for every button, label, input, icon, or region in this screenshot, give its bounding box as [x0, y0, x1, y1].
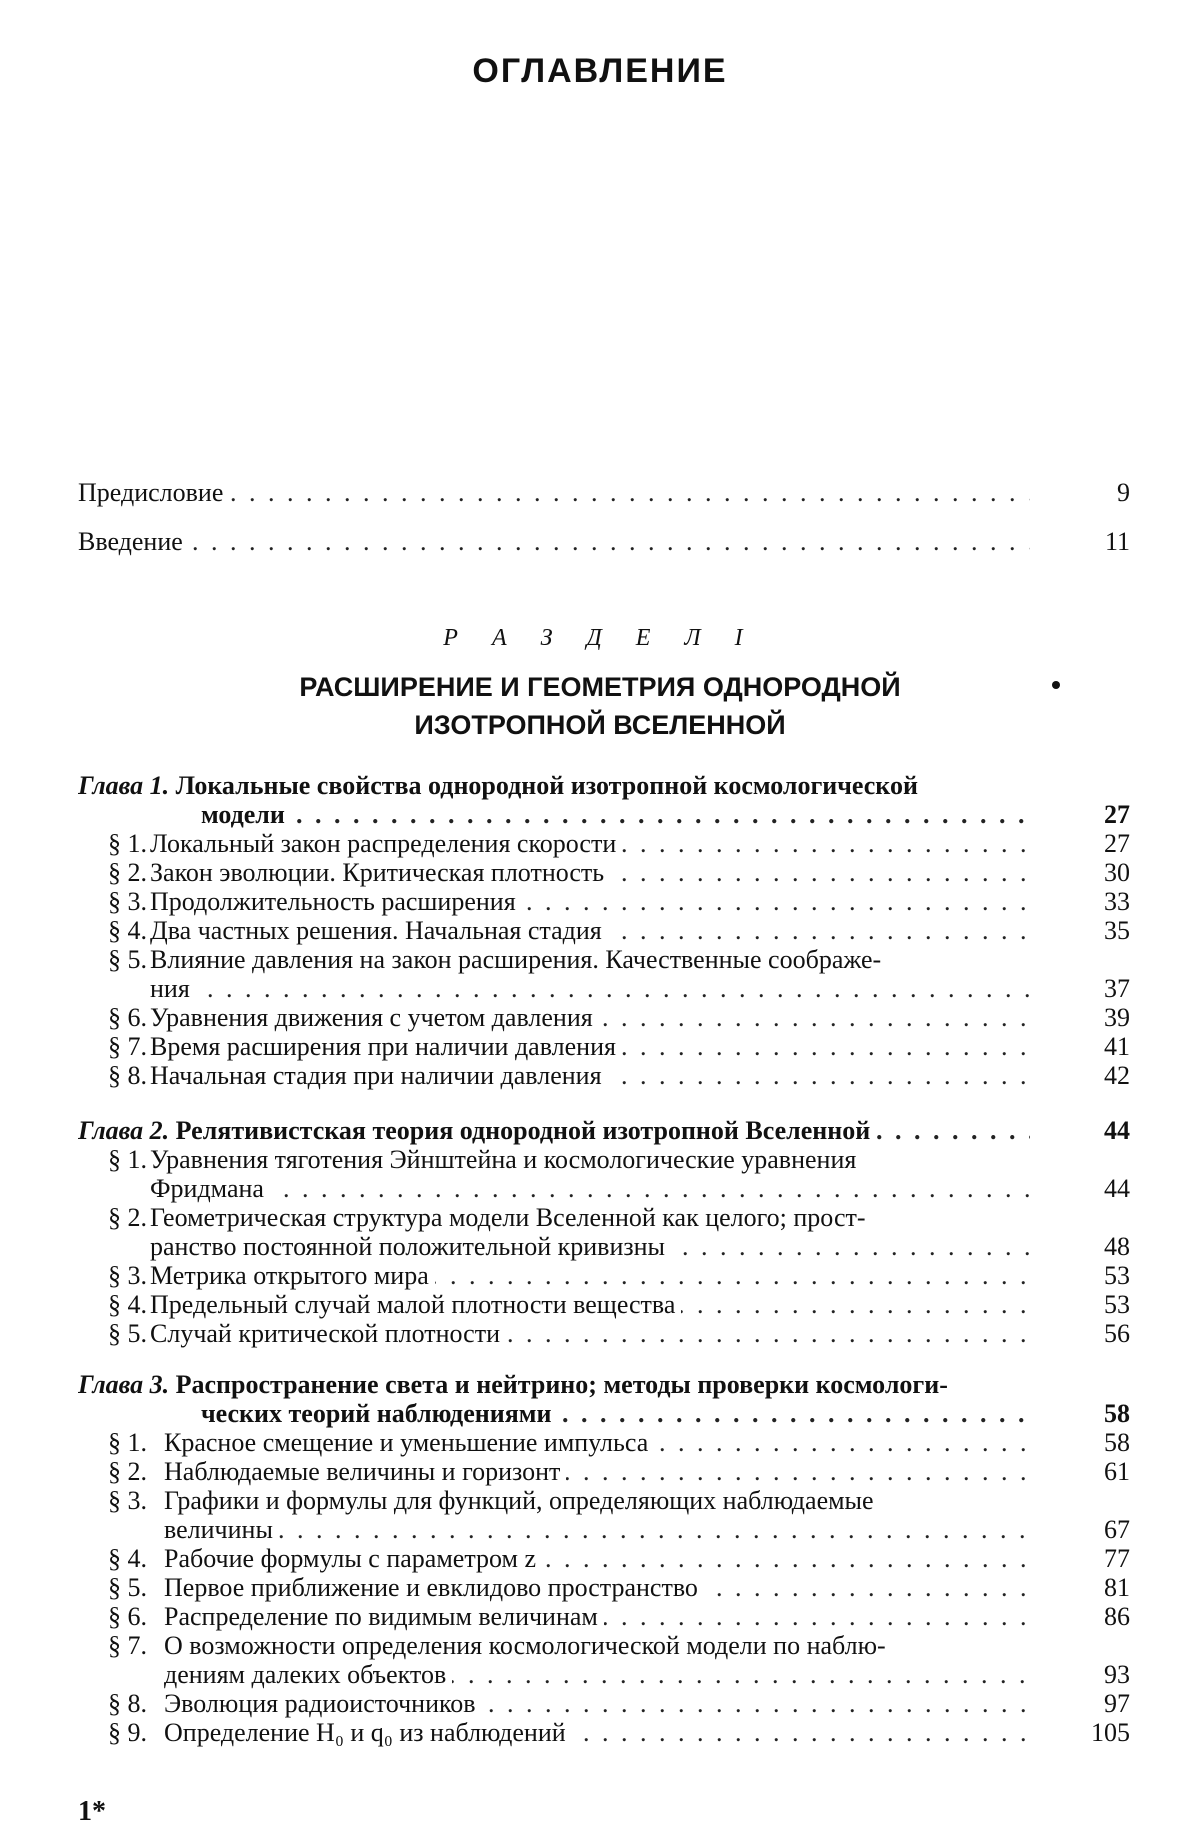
section-number: § 9.: [108, 1718, 147, 1747]
toc-entry-cont[interactable]: [78, 1660, 1130, 1689]
entry-page: 27: [1104, 800, 1130, 829]
entry-text-cont: ния: [150, 974, 196, 1003]
entry-page: 27: [1104, 829, 1130, 858]
toc-entry[interactable]: [78, 1573, 1130, 1602]
entry-text: Уравнения движения с учетом давления: [150, 1003, 593, 1032]
entry-text: Два частных решения. Начальная стадия: [150, 916, 602, 945]
entry-page: 42: [1104, 1061, 1130, 1090]
entry-page: 97: [1104, 1689, 1130, 1718]
section-number: § 2.: [108, 858, 147, 887]
toc-entry[interactable]: [78, 1457, 1130, 1486]
entry-page: 48: [1104, 1232, 1130, 1261]
section-number: § 2.: [108, 1203, 147, 1232]
section-number: § 5.: [108, 1573, 147, 1602]
entry-text: Случай критической плотности: [150, 1319, 500, 1348]
chapter-heading[interactable]: [78, 1370, 1130, 1399]
toc-entry[interactable]: [78, 1261, 1130, 1290]
entry-page: 41: [1104, 1032, 1130, 1061]
toc-entry[interactable]: [78, 1061, 1130, 1090]
chapter-1-items: [78, 829, 1130, 1090]
toc-entry[interactable]: [78, 1003, 1130, 1032]
entry-page: 61: [1104, 1457, 1130, 1486]
section-title-line1: РАСШИРЕНИЕ И ГЕОМЕТРИЯ ОДНОРОДНОЙ: [299, 672, 901, 702]
entry-page: 30: [1104, 858, 1130, 887]
section-title: [0, 668, 1200, 744]
entry-page: 39: [1104, 1003, 1130, 1032]
entry-page: 56: [1104, 1319, 1130, 1348]
entry-text: Локальный закон распределения скорости: [150, 829, 617, 858]
toc-entry[interactable]: [78, 916, 1130, 945]
section-number: § 3.: [108, 1261, 147, 1290]
toc-entry[interactable]: [78, 1486, 1130, 1515]
entry-text: Уравнения тяготения Эйнштейна и космологические уравнения: [150, 1145, 857, 1174]
chapter-title-cont: ческих теорий наблюдениями: [201, 1399, 557, 1428]
entry-page: 35: [1104, 916, 1130, 945]
chapter-2: [78, 1116, 1130, 1348]
chapter-2-items: [78, 1145, 1130, 1348]
entry-text: Геометрическая структура модели Вселенной как целого; прост-: [150, 1203, 866, 1232]
entry-page: 93: [1104, 1660, 1130, 1689]
entry-text: Начальная стадия при наличии давления: [150, 1061, 602, 1090]
toc-entry[interactable]: [78, 1428, 1130, 1457]
entry-page: 81: [1104, 1573, 1130, 1602]
entry-page: 105: [1091, 1718, 1130, 1747]
chapter-heading-cont[interactable]: [78, 800, 1130, 829]
entry-text: Наблюдаемые величины и горизонт: [164, 1457, 561, 1486]
entry-text: Введение: [78, 527, 189, 556]
entry-page: 53: [1104, 1261, 1130, 1290]
entry-text: Закон эволюции. Критическая плотность: [150, 858, 605, 887]
entry-text: Эволюция радиоисточников: [164, 1689, 476, 1718]
chapter-title: Релятивистская теория однородной изотропной Вселенной: [175, 1116, 871, 1145]
page-title: ОГЛАВЛЕНИЕ: [472, 52, 728, 90]
entry-text: Продолжительность расширения: [150, 887, 516, 916]
chapter-number: Глава 1.: [78, 771, 170, 800]
chapter-title-cont: модели: [201, 800, 291, 829]
section-number: § 5.: [108, 945, 147, 974]
chapter-title: Распространение света и нейтрино; методы проверки космологи-: [175, 1370, 948, 1399]
entry-text-cont: ранство постоянной положительной кривизны: [150, 1232, 671, 1261]
toc-entry[interactable]: [78, 1290, 1130, 1319]
section-label: Р А З Д Е Л I: [443, 625, 757, 651]
entry-page: 53: [1104, 1290, 1130, 1319]
section-number: § 1.: [108, 829, 147, 858]
section-number: § 8.: [108, 1061, 147, 1090]
section-number: § 3.: [108, 887, 147, 916]
section-number: § 7.: [108, 1631, 147, 1660]
toc-entry[interactable]: [78, 1544, 1130, 1573]
entry-page: 86: [1104, 1602, 1130, 1631]
entry-text-cont: величины: [164, 1515, 279, 1544]
toc-entry[interactable]: [78, 1319, 1130, 1348]
chapter-heading-cont[interactable]: [78, 1399, 1130, 1428]
toc-entry-cont[interactable]: [78, 1515, 1130, 1544]
entry-text-cont: Фридмана: [150, 1174, 270, 1203]
section-number: § 7.: [108, 1032, 147, 1061]
entry-text: Первое приближение и евклидово пространство: [164, 1573, 698, 1602]
section-number: § 4.: [108, 1544, 147, 1573]
toc-entry[interactable]: [78, 858, 1130, 887]
toc-entry[interactable]: [78, 1032, 1130, 1061]
toc-entry-preface[interactable]: [78, 478, 1130, 507]
entry-page: 33: [1104, 887, 1130, 916]
toc-entry[interactable]: [78, 829, 1130, 858]
entry-text: Красное смещение и уменьшение импульса: [164, 1428, 649, 1457]
section-number: § 1.: [108, 1145, 147, 1174]
entry-text: Распределение по видимым величинам: [164, 1602, 598, 1631]
section-number: § 5.: [108, 1319, 147, 1348]
entry-text-cont: дениям далеких объектов: [164, 1660, 452, 1689]
chapter-3-items: [78, 1428, 1130, 1747]
toc-entry-cont[interactable]: [78, 974, 1130, 1003]
chapter-1: [78, 771, 1130, 1090]
entry-text: О возможности определения космологической модели по наблю-: [164, 1631, 886, 1660]
section-number: § 1.: [108, 1428, 147, 1457]
entry-text: Предельный случай малой плотности вещества: [150, 1290, 676, 1319]
entry-page: 67: [1104, 1515, 1130, 1544]
entry-text: Влияние давления на закон расширения. Качественные соображе-: [150, 945, 882, 974]
section-number: § 2.: [108, 1457, 147, 1486]
section-number: § 6.: [108, 1602, 147, 1631]
entry-text: Графики и формулы для функций, определяющих наблюдаемые: [164, 1486, 874, 1515]
entry-page: 77: [1104, 1544, 1130, 1573]
toc-entry-cont[interactable]: [78, 1174, 1130, 1203]
entry-text: Предисловие: [78, 478, 229, 507]
section-number: § 3.: [108, 1486, 147, 1515]
section-title-line2: ИЗОТРОПНОЙ ВСЕЛЕННОЙ: [414, 710, 786, 740]
chapter-heading[interactable]: [78, 771, 1130, 800]
entry-page: 11: [1104, 527, 1130, 556]
entry-page: 37: [1104, 974, 1130, 1003]
entry-page: 44: [1104, 1174, 1130, 1203]
toc-entry[interactable]: [78, 887, 1130, 916]
toc-entry-intro[interactable]: [78, 527, 1130, 556]
entry-text: Метрика открытого мира: [150, 1261, 429, 1290]
toc-entry-cont[interactable]: [78, 1232, 1130, 1261]
toc-entry[interactable]: [78, 1689, 1130, 1718]
bullet-mark: [1052, 681, 1060, 689]
toc-entry[interactable]: [78, 1602, 1130, 1631]
toc-entry[interactable]: [78, 1145, 1130, 1174]
chapter-number: Глава 2.: [78, 1116, 170, 1145]
signature-mark: 1*: [78, 1796, 106, 1827]
section-number: § 4.: [108, 916, 147, 945]
toc-entry[interactable]: [78, 945, 1130, 974]
front-matter: [78, 478, 1130, 556]
section-number: § 8.: [108, 1689, 147, 1718]
entry-page: 44: [1104, 1116, 1130, 1145]
entry-page: 58: [1104, 1399, 1130, 1428]
toc-entry[interactable]: [78, 1203, 1130, 1232]
toc-entry[interactable]: [78, 1631, 1130, 1660]
entry-page: 9: [1117, 478, 1130, 507]
entry-text: Определение H₀ и q₀ из наблюдений: [164, 1718, 566, 1747]
entry-page: 58: [1104, 1428, 1130, 1457]
entry-text: Рабочие формулы с параметром z: [164, 1544, 536, 1573]
chapter-heading[interactable]: [78, 1116, 1130, 1145]
entry-text: Время расширения при наличии давления: [150, 1032, 616, 1061]
section-number: § 6.: [108, 1003, 147, 1032]
chapter-3: [78, 1370, 1130, 1747]
toc-entry[interactable]: [78, 1718, 1130, 1747]
chapter-number: Глава 3.: [78, 1370, 170, 1399]
chapter-title: Локальные свойства однородной изотропной космологической: [175, 771, 918, 800]
section-number: § 4.: [108, 1290, 147, 1319]
